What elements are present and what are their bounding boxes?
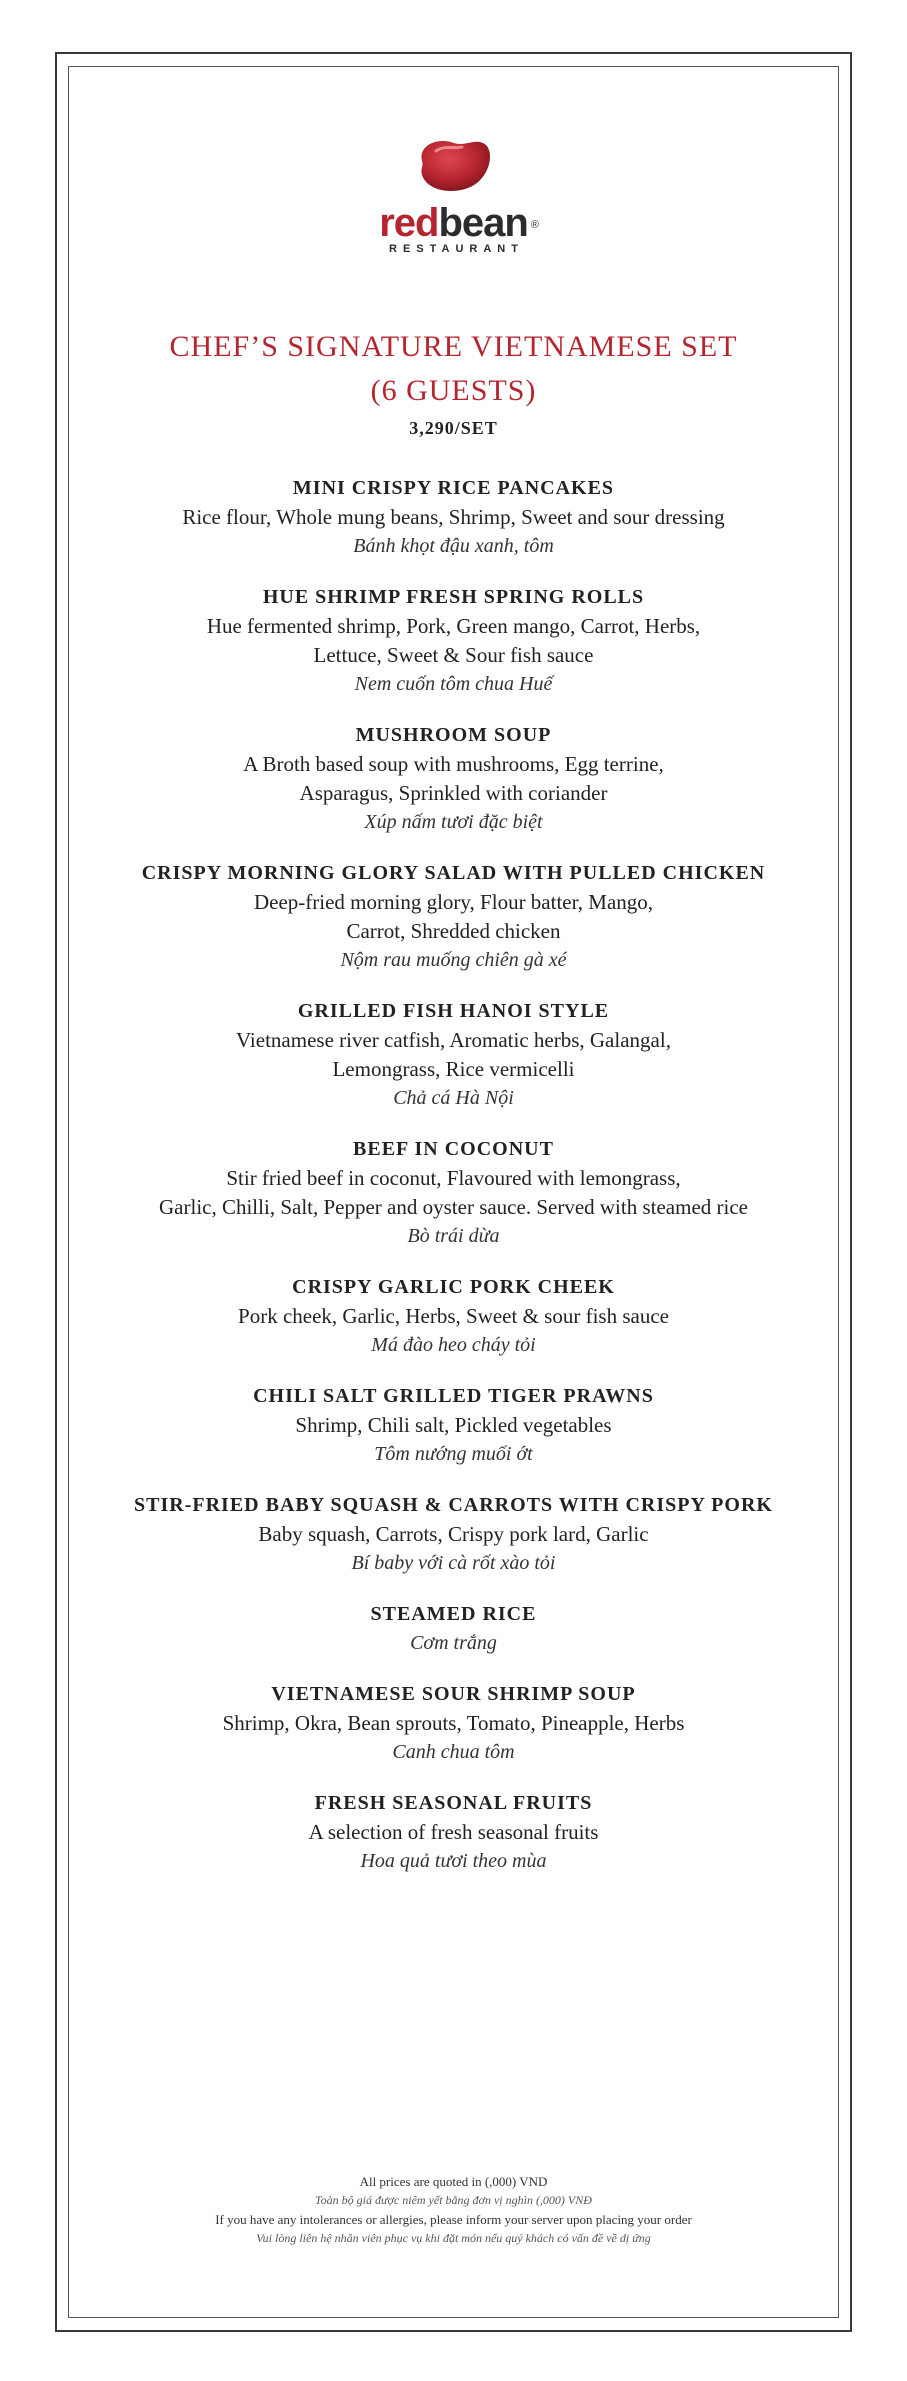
menu-title bbox=[0, 325, 907, 413]
dish-item bbox=[0, 1680, 907, 1767]
menu-title-line1: CHEF’S SIGNATURE VIETNAMESE SET bbox=[169, 330, 738, 363]
logo-wordmark bbox=[379, 201, 538, 245]
dish-description: Stir fried beef in coconut, Flavoured with lemongrass, bbox=[226, 1166, 681, 1190]
dish-name: VIETNAMESE SOUR SHRIMP SOUP bbox=[271, 1683, 636, 1705]
dish-vietnamese-name: Tôm nướng muối ớt bbox=[374, 1443, 533, 1465]
logo-word-red: red bbox=[379, 201, 439, 245]
red-bean-icon bbox=[414, 135, 494, 197]
footer-price-note: All prices are quoted in (,000) VND bbox=[359, 2174, 548, 2189]
dish-list bbox=[0, 474, 907, 1898]
dish-name: CHILI SALT GRILLED TIGER PRAWNS bbox=[253, 1385, 654, 1407]
registered-mark: ® bbox=[530, 219, 538, 231]
dish-item bbox=[0, 721, 907, 837]
dish-description: Baby squash, Carrots, Crispy pork lard, Garlic bbox=[258, 1522, 649, 1546]
dish-description: Asparagus, Sprinkled with coriander bbox=[299, 781, 608, 805]
footer-notes bbox=[0, 2172, 907, 2248]
dish-description: Lemongrass, Rice vermicelli bbox=[332, 1057, 575, 1081]
dish-description: Rice flour, Whole mung beans, Shrimp, Sweet and sour dressing bbox=[182, 505, 725, 529]
dish-name: MUSHROOM SOUP bbox=[355, 724, 552, 746]
dish-vietnamese-name: Bò trái dừa bbox=[407, 1225, 500, 1247]
dish-vietnamese-name: Nộm rau muống chiên gà xé bbox=[340, 949, 567, 971]
dish-name: HUE SHRIMP FRESH SPRING ROLLS bbox=[262, 586, 645, 608]
dish-item bbox=[0, 1491, 907, 1578]
dish-description: A Broth based soup with mushrooms, Egg terrine, bbox=[243, 752, 664, 776]
dish-description: Garlic, Chilli, Salt, Pepper and oyster sauce. Served with steamed rice bbox=[159, 1195, 748, 1219]
dish-item bbox=[0, 859, 907, 975]
dish-name: FRESH SEASONAL FRUITS bbox=[314, 1792, 593, 1814]
dish-vietnamese-name: Bí baby với cà rốt xào tỏi bbox=[351, 1552, 556, 1574]
logo-subtitle: RESTAURANT bbox=[389, 243, 524, 255]
dish-vietnamese-name: Chả cá Hà Nội bbox=[393, 1087, 514, 1109]
dish-item bbox=[0, 1135, 907, 1251]
dish-name: STIR-FRIED BABY SQUASH & CARROTS WITH CRISPY PORK bbox=[134, 1494, 773, 1516]
footer-allergy-note-vn: Vui lòng liên hệ nhân viên phục vụ khi đặt món nếu quý khách có vấn đề về dị ứng bbox=[256, 2231, 651, 2245]
dish-name: CRISPY MORNING GLORY SALAD WITH PULLED CHICKEN bbox=[141, 862, 766, 884]
dish-description: Pork cheek, Garlic, Herbs, Sweet & sour fish sauce bbox=[238, 1304, 669, 1328]
dish-item bbox=[0, 1789, 907, 1876]
dish-vietnamese-name: Canh chua tôm bbox=[392, 1741, 515, 1763]
dish-vietnamese-name: Má đào heo cháy tỏi bbox=[371, 1334, 536, 1356]
menu-title-line2: (6 GUESTS) bbox=[370, 374, 537, 407]
restaurant-logo bbox=[0, 135, 907, 255]
dish-name: MINI CRISPY RICE PANCAKES bbox=[292, 477, 615, 499]
dish-item bbox=[0, 583, 907, 699]
footer-price-note-vn: Toàn bộ giá được niêm yết bằng đơn vị nghìn (,000) VNĐ bbox=[315, 2193, 592, 2207]
dish-item bbox=[0, 1273, 907, 1360]
dish-description: Vietnamese river catfish, Aromatic herbs, Galangal, bbox=[236, 1028, 671, 1052]
dish-name: BEEF IN COCONUT bbox=[353, 1138, 554, 1160]
dish-description: Shrimp, Okra, Bean sprouts, Tomato, Pineapple, Herbs bbox=[222, 1711, 685, 1735]
dish-vietnamese-name: Nem cuốn tôm chua Huế bbox=[354, 673, 553, 695]
footer-allergy-note: If you have any intolerances or allergies, please inform your server upon placing your order bbox=[215, 2212, 692, 2227]
dish-description: Lettuce, Sweet & Sour fish sauce bbox=[313, 643, 594, 667]
logo-word-dark: bean bbox=[438, 201, 528, 245]
dish-vietnamese-name: Cơm trắng bbox=[410, 1632, 497, 1654]
dish-item bbox=[0, 1382, 907, 1469]
dish-item bbox=[0, 1600, 907, 1658]
dish-description: Shrimp, Chili salt, Pickled vegetables bbox=[295, 1413, 612, 1437]
dish-item bbox=[0, 474, 907, 561]
dish-name: CRISPY GARLIC PORK CHEEK bbox=[292, 1276, 615, 1298]
dish-description: Deep-fried morning glory, Flour batter, Mango, bbox=[253, 890, 654, 914]
set-price: 3,290/SET bbox=[409, 418, 498, 438]
dish-description: Carrot, Shredded chicken bbox=[346, 919, 561, 943]
dish-vietnamese-name: Hoa quả tươi theo mùa bbox=[360, 1850, 547, 1872]
dish-item bbox=[0, 997, 907, 1113]
dish-description: A selection of fresh seasonal fruits bbox=[308, 1820, 599, 1844]
dish-vietnamese-name: Xúp nấm tươi đặc biệt bbox=[364, 811, 543, 833]
dish-name: STEAMED RICE bbox=[370, 1603, 537, 1625]
dish-description: Hue fermented shrimp, Pork, Green mango, Carrot, Herbs, bbox=[206, 614, 701, 638]
dish-vietnamese-name: Bánh khọt đậu xanh, tôm bbox=[353, 535, 554, 557]
dish-name: GRILLED FISH HANOI STYLE bbox=[297, 1000, 610, 1022]
